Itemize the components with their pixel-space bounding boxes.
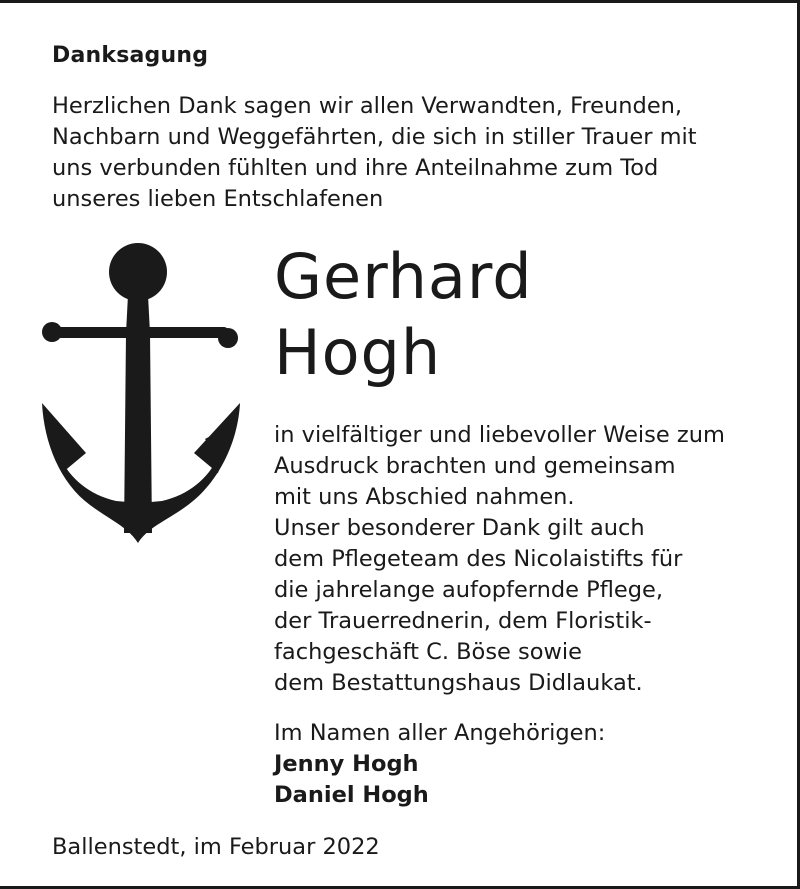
deceased-last-name: Hogh [274,316,442,389]
intro-text: Herzlichen Dank sagen wir allen Verwandten, Freunden, Nachbarn und Weggefährten, die sich in stiller Trauer mit uns verbunden fühlten und ihre Anteilnahme zum Tod unseres lieben Entschlafenen [52,93,697,212]
deceased-name [274,239,533,391]
anchor-icon [40,243,245,548]
signoff [274,718,605,811]
notice-heading: Danksagung [52,43,209,68]
signer-name: Jenny Hogh [274,751,419,777]
deceased-first-name: Gerhard [274,240,533,313]
signoff-label: Im Namen aller Angehörigen: [274,720,606,746]
signer-name: Daniel Hogh [274,782,429,808]
place-date: Ballenstedt, im Februar 2022 [52,834,380,860]
thanks-body: in vielfältiger und liebevoller Weise zum Ausdruck brachten und gemeinsam mit uns Abschied nahmen. Unser besonderer Dank gilt auch dem Pflegeteam des Nicolaistifts für die jahrelange aufopfernde Pflege, der Trauerrednerin, dem Floristik- fachgeschäft C. Böse sowie dem Bestattungshaus Didlaukat. [274,422,725,696]
